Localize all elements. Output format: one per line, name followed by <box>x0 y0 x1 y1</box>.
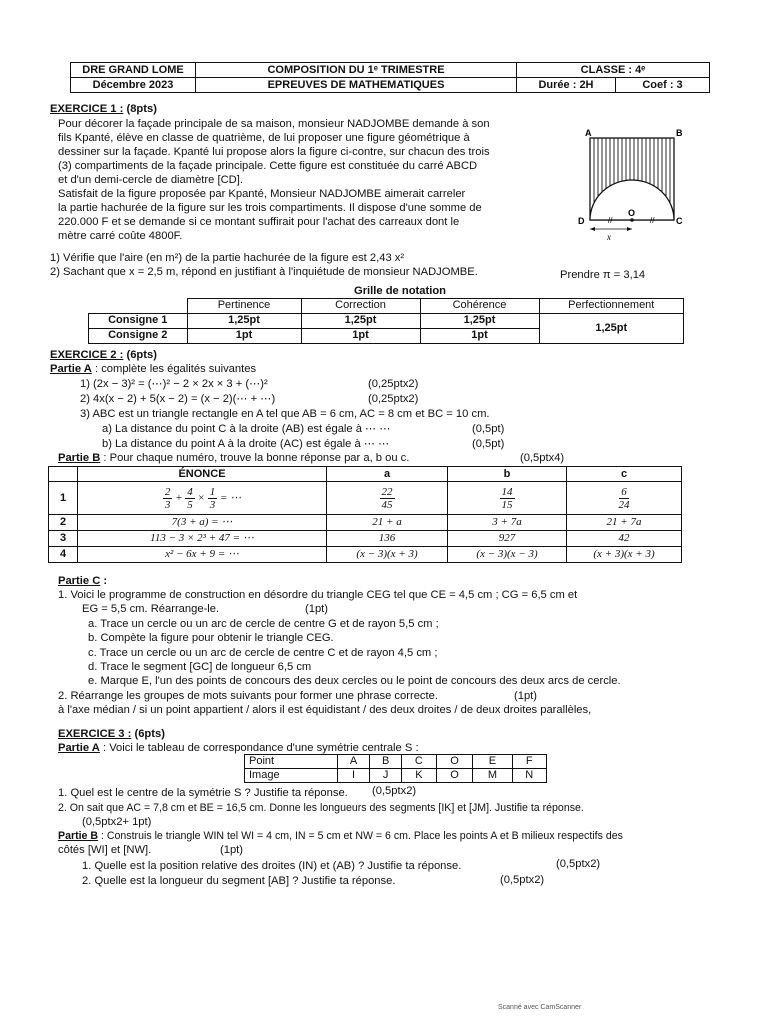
qcm-answer-a: (x − 3)(x + 3) <box>327 547 448 563</box>
ex1-line: la partie hachurée de la figure sur les trois compartiments. Il dispose d'une somme de <box>58 202 482 214</box>
ex2-partC: Partie C : <box>58 575 108 587</box>
ex2-item-2: 2) 4x(x − 2) + 5(x − 2) = (x − 2)(⋯ + ⋯) <box>80 393 276 405</box>
symmetry-image: M <box>473 769 512 783</box>
scanner-watermark: Scanné avec CamScanner <box>498 1004 582 1011</box>
symmetry-point: O <box>436 755 473 769</box>
ex2-c2-words: à l'axe médian / si un point appartient / alors il est équidistant / des deux droites / de deux droites parallèles, <box>58 704 592 716</box>
grid-table <box>88 298 684 344</box>
ex3-b1: 1. Quelle est la position relative des droites (IN) et (AB) ? Justifie ta réponse. <box>82 860 462 872</box>
ex1-q1: 1) Vérifie que l'aire (en m²) de la partie hachurée de la figure est 2,43 x² <box>50 252 405 264</box>
ex2-partB-pts: (0,5ptx4) <box>520 452 565 464</box>
ex1-line: mètre carré coûte 4800F. <box>58 230 183 242</box>
label-b: B <box>676 128 683 138</box>
ex2-c2: 2. Réarrange les groupes de mots suivants pour former une phrase correcte. <box>58 690 438 702</box>
grid-row-label: Consigne 2 <box>89 328 188 343</box>
ex2-step: b. Compète la figure pour obtenir le triangle CEG. <box>88 632 334 644</box>
ex2-item-1-pts: (0,25ptx2) <box>368 378 419 390</box>
symmetry-point: B <box>370 755 402 769</box>
symmetry-image: N <box>512 769 546 783</box>
symmetry-row-label: Image <box>245 769 338 783</box>
grid-header: Correction <box>301 299 420 314</box>
svg-text://: // <box>608 216 613 225</box>
ex3-q2: 2. On sait que AC = 7,8 cm et BE = 16,5 cm. Donne les longueurs des segments [IK] et [JM]. Justifie ta réponse. <box>58 802 584 814</box>
qcm-table <box>48 466 682 563</box>
ex2-c1b: EG = 5,5 cm. Réarrange-le. <box>82 603 220 615</box>
ex1-pi: Prendre π = 3,14 <box>560 269 646 281</box>
qcm-answer-c: (x + 3)(x + 3) <box>567 547 682 563</box>
header-coef: Coef : 3 <box>616 78 710 93</box>
ex2-subitem-a: a) La distance du point C à la droite (AB) est égale à ⋯ ⋯ <box>102 423 391 435</box>
grid-header: Perfectionnement <box>539 299 684 314</box>
symmetry-image: O <box>436 769 473 783</box>
header-dre: DRE GRAND LOME <box>71 63 196 78</box>
ex2-subitem-a-pts: (0,5pt) <box>472 423 505 435</box>
ex3-b2-pts: (0,5ptx2) <box>500 874 545 886</box>
ex2-subitem-b-pts: (0,5pt) <box>472 438 505 450</box>
label-o: O <box>628 208 636 218</box>
qcm-num: 4 <box>49 547 78 563</box>
qcm-answer-b: 927 <box>448 531 567 547</box>
ex2-step: c. Trace un cercle ou un arc de cercle de centre C et de rayon 4,5 cm ; <box>88 647 438 659</box>
qcm-answer-b: (x − 3)(x − 3) <box>448 547 567 563</box>
qcm-enonce: $\frac{2}{3}$ + $\frac{4}{5}$ × $\frac{1}{3}$ = ⋯ <box>78 482 327 515</box>
ex2-subitem-b: b) La distance du point A à la droite (AC) est égale à ⋯ ⋯ <box>102 438 390 450</box>
grid-header: Pertinence <box>187 299 301 314</box>
ex2-c1: 1. Voici le programme de construction en désordre du triangle CEG tel que CE = 4,5 cm ; CG = 6,5 cm et <box>58 589 578 601</box>
qcm-enonce: 113 − 3 × 2³ + 47 = ⋯ <box>78 531 327 547</box>
ex3-partB-line2: côtés [WI] et [NW]. <box>58 844 152 856</box>
ex3-partB: Partie B : Construis le triangle WIN tel WI = 4 cm, IN = 5 cm et NW = 6 cm. Place les points A et B milieux respectifs des <box>58 830 623 842</box>
header-composition: COMPOSITION DU 1ᵉ TRIMESTRE <box>196 63 517 78</box>
ex2-step: a. Trace un cercle ou un arc de cercle de centre G et de rayon 5,5 cm ; <box>88 618 439 630</box>
ex2-item-3: 3) ABC est un triangle rectangle en A tel que AB = 6 cm, AC = 8 cm et BC = 10 cm. <box>80 408 490 420</box>
ex1-line: Pour décorer la façade principale de sa maison, monsieur NADJOMBE demande à son <box>58 118 490 130</box>
qcm-enonce: 7(3 + a) = ⋯ <box>78 515 327 531</box>
header-epreuve: EPREUVES DE MATHEMATIQUES <box>196 78 517 93</box>
grid-title: Grille de notation <box>354 285 446 297</box>
point-o <box>630 218 634 222</box>
label-x: x <box>607 232 611 242</box>
label-c: C <box>676 216 683 226</box>
ex1-title: EXERCICE 1 : (8pts) <box>50 103 157 115</box>
grid-cell: 1pt <box>301 328 420 343</box>
ex3-b2: 2. Quelle est la longueur du segment [AB] ? Justifie ta réponse. <box>82 875 396 887</box>
symmetry-table <box>244 754 547 783</box>
qcm-answer-a: 21 + a <box>327 515 448 531</box>
qcm-answer-b: $\frac{14}{15}$ <box>448 482 567 515</box>
qcm-answer-c: 42 <box>567 531 682 547</box>
qcm-num: 2 <box>49 515 78 531</box>
ex2-item-1: 1) (2x − 3)² = (⋯)² − 2 × 2x × 3 + (⋯)² <box>80 378 268 390</box>
grid-cell: 1,25pt <box>187 313 301 328</box>
ex2-partB: Partie B : Pour chaque numéro, trouve la bonne réponse par a, b ou c. <box>58 452 410 464</box>
ex3-q1: 1. Quel est le centre de la symétrie S ? Justifie ta réponse. <box>58 787 348 799</box>
qcm-header: c <box>567 467 682 482</box>
ex3-b1-pts: (0,5ptx2) <box>556 858 601 870</box>
ex1-line: Satisfait de la figure proposée par Kpanté, Monsieur NADJOMBE aimerait carreler <box>58 188 466 200</box>
ex2-step: e. Marque E, l'un des points de concours des deux cercles ou le point de concours des deux arcs de cercle. <box>88 675 621 687</box>
qcm-answer-b: 3 + 7a <box>448 515 567 531</box>
grid-cell: 1,25pt <box>301 313 420 328</box>
label-a: A <box>585 128 592 138</box>
ex1-figure <box>572 126 692 244</box>
qcm-enonce: x² − 6x + 9 = ⋯ <box>78 547 327 563</box>
grid-header: Cohérence <box>420 299 539 314</box>
qcm-answer-c: $\frac{6}{24}$ <box>567 482 682 515</box>
ex1-line: (3) compartiments de la façade principale. Cette figure est constituée du carré ABCD <box>58 160 478 172</box>
grid-cell: 1pt <box>420 328 539 343</box>
ex3-q1-pts: (0,5ptx2) <box>372 785 417 797</box>
ex2-c1-pts: (1pt) <box>305 603 329 615</box>
symmetry-point: A <box>338 755 370 769</box>
ex1-line: et d'un demi-cercle de diamètre [CD]. <box>58 174 243 186</box>
symmetry-row-label: Point <box>245 755 338 769</box>
ex3-partB-pts: (1pt) <box>220 844 244 856</box>
qcm-answer-a: $\frac{22}{45}$ <box>327 482 448 515</box>
symmetry-image: K <box>402 769 436 783</box>
ex1-q2: 2) Sachant que x = 2,5 m, répond en justifiant à l'inquiétude de monsieur NADJOMBE. <box>50 266 478 278</box>
ex1-line: 220.000 F et se demande si ce montant suffirait pour l'achat des carreaux dont le <box>58 216 460 228</box>
header-date: Décembre 2023 <box>71 78 196 93</box>
label-d: D <box>578 216 585 226</box>
ex2-item-2-pts: (0,25ptx2) <box>368 393 419 405</box>
ex2-partA: Partie A : complète les égalités suivantes <box>50 363 257 375</box>
qcm-answer-a: 136 <box>327 531 448 547</box>
qcm-num: 1 <box>49 482 78 515</box>
qcm-header: b <box>448 467 567 482</box>
grid-cell: 1,25pt <box>420 313 539 328</box>
header-duree: Durée : 2H <box>517 78 616 93</box>
ex3-partA: Partie A : Voici le tableau de correspondance d'une symétrie centrale S : <box>58 742 419 754</box>
ex2-c2-pts: (1pt) <box>514 690 538 702</box>
ex3-title: EXERCICE 3 : (6pts) <box>58 728 165 740</box>
qcm-num: 3 <box>49 531 78 547</box>
ex1-statement <box>58 117 490 243</box>
symmetry-point: C <box>402 755 436 769</box>
symmetry-point: F <box>512 755 546 769</box>
grid-row-label: Consigne 1 <box>89 313 188 328</box>
grid-cell: 1pt <box>187 328 301 343</box>
ex1-line: dessiner sur la façade. Kpanté lui propose alors la figure ci-contre, sur chacun des trois <box>58 146 490 158</box>
ex3-q2-pts: (0,5ptx2+ 1pt) <box>82 816 152 828</box>
symmetry-point: E <box>473 755 512 769</box>
svg-text://: // <box>650 216 655 225</box>
header-table <box>70 62 710 93</box>
symmetry-image: J <box>370 769 402 783</box>
header-classe: CLASSE : 4ᵉ <box>517 63 710 78</box>
ex2-title: EXERCICE 2 : (6pts) <box>50 349 157 361</box>
grid-perf: 1,25pt <box>539 313 684 343</box>
qcm-answer-c: 21 + 7a <box>567 515 682 531</box>
symmetry-image: I <box>338 769 370 783</box>
qcm-header: ÉNONCE <box>78 467 327 482</box>
ex2-step: d. Trace le segment [GC] de longueur 6,5 cm <box>88 661 312 673</box>
ex1-line: fils Kpanté, élève en classe de quatrième, de lui proposer une figure géométrique à <box>58 132 470 144</box>
qcm-header: a <box>327 467 448 482</box>
